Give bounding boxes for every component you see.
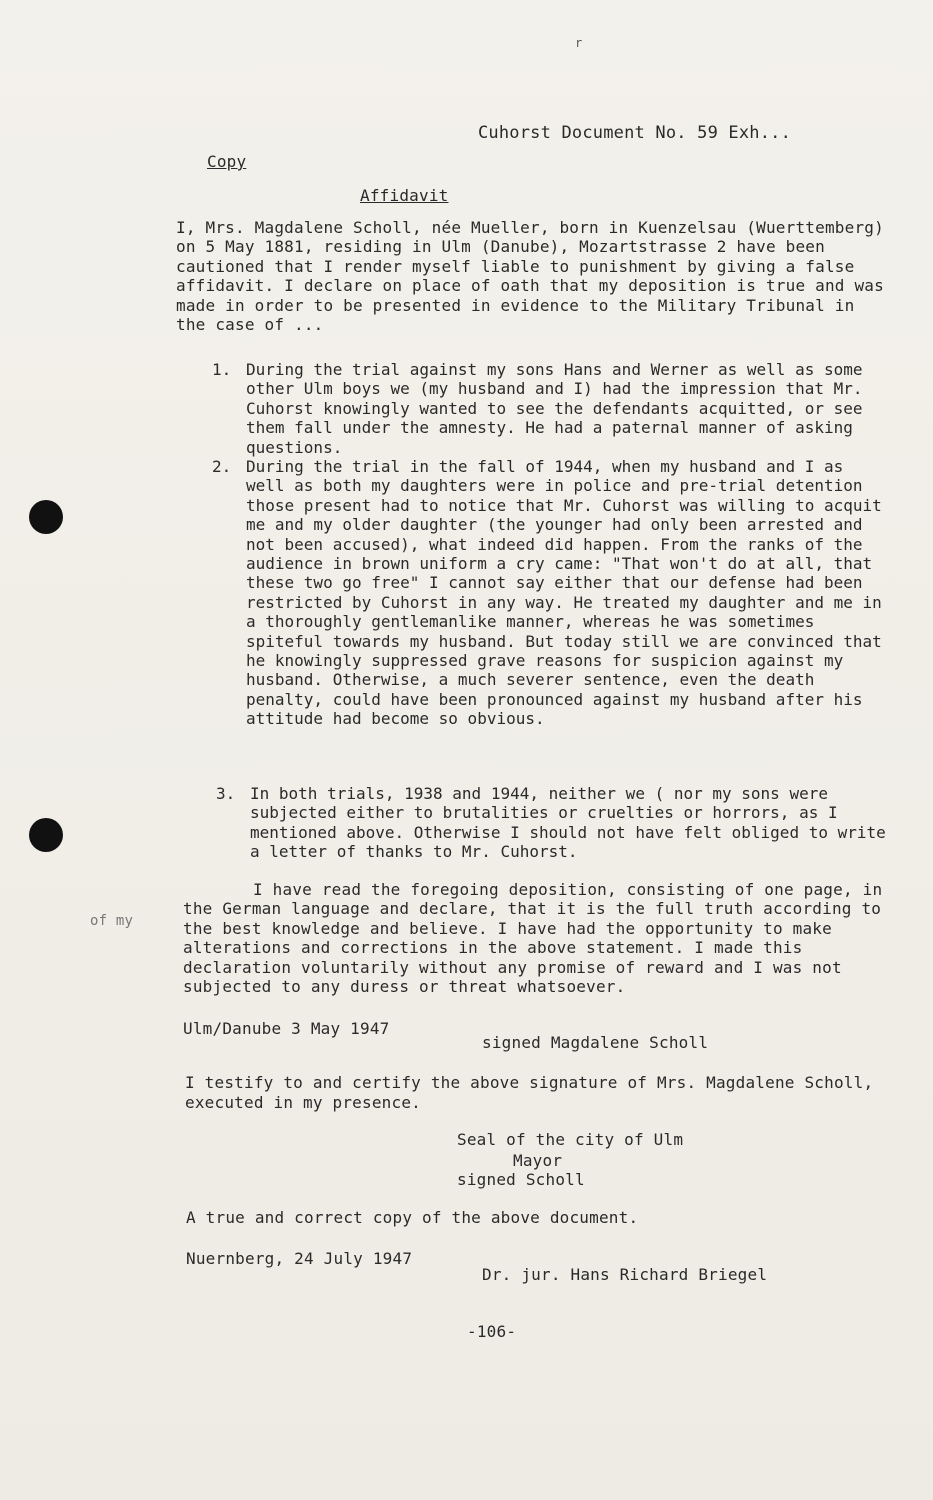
item-text: In both trials, 1938 and 1944, neither we ( nor my sons were subjected either to brutalities or cruelties or horrors, as I mentioned above. Otherwise I should not have felt obliged to write a letter of thanks to Mr. Cuhorst. xyxy=(250,784,886,862)
page-number: -106- xyxy=(467,1322,517,1341)
certification-date: Nuernberg, 24 July 1947 xyxy=(186,1249,413,1268)
list-item xyxy=(212,457,886,729)
punch-hole-top xyxy=(29,500,63,534)
closing-paragraph: I have read the foregoing deposition, consisting of one page, in the German language and declare, that it is the full truth according to the best knowledge and believe. I have had the opportunity to make alterations and corrections in the above statement. I made this declaration voluntarily without any promise of reward and I was not subjected to any duress or threat whatsoever. xyxy=(183,880,883,997)
list-item xyxy=(216,784,890,862)
document-number: Cuhorst Document No. 59 Exh... xyxy=(478,123,792,143)
item-number: 1. xyxy=(212,360,232,379)
intro-paragraph: I, Mrs. Magdalene Scholl, née Mueller, born in Kuenzelsau (Wuerttemberg) on 5 May 1881, residing in Ulm (Danube), Mozartstrasse 2 have been cautioned that I render myself liable to punishment by giving a false affidavit. I declare on place of oath that my deposition is true and was made in order to be presented in evidence to the Military Tribunal in the case of ... xyxy=(176,218,884,335)
list-item xyxy=(212,360,886,457)
item-number: 2. xyxy=(212,457,232,476)
certifier-name: Dr. jur. Hans Richard Briegel xyxy=(482,1265,768,1284)
item-number: 3. xyxy=(216,784,236,803)
place-date: Ulm/Danube 3 May 1947 xyxy=(183,1019,390,1038)
page-title: Affidavit xyxy=(360,186,449,205)
punch-hole-bottom xyxy=(29,818,63,852)
tick-mark: r xyxy=(575,36,583,50)
item-text: During the trial in the fall of 1944, when my husband and I as well as both my daughters were in police and pre-trial detention those present had to notice that Mr. Cuhorst was willing to acquit me and my older daughter (the younger had only been arrested and not been accused), what indeed did happen. From the ranks of the audience in brown uniform a cry came: "That won't do at all, that these two go free" I cannot say either that our defense had been restricted by Cuhorst in any way. He treated my daughter and me in a thoroughly gentlemanlike manner, whereas he was sometimes spiteful towards my husband. But today still we are convinced that he knowingly suppressed grave reasons for suspicion against my husband. Otherwise, a much severer sentence, even the death penalty, could have been pronounced against my husband after his attitude had become so obvious. xyxy=(246,457,882,729)
mayor-signature: signed Scholl xyxy=(457,1170,585,1189)
item-text: During the trial against my sons Hans and Werner as well as some other Ulm boys we (my husband and I) had the impression that Mr. Cuhorst knowingly wanted to see the defendants acquitted, or see them fall under the amnesty. He had a paternal manner of asking questions. xyxy=(246,360,863,457)
seal-line: Seal of the city of Ulm xyxy=(457,1130,684,1149)
mayor-line: Mayor xyxy=(513,1151,563,1170)
signature-line: signed Magdalene Scholl xyxy=(482,1033,709,1052)
testify-paragraph: I testify to and certify the above signature of Mrs. Magdalene Scholl, executed in my presence. xyxy=(185,1073,874,1112)
true-copy-statement: A true and correct copy of the above document. xyxy=(186,1208,639,1227)
copy-label: Copy xyxy=(207,152,247,171)
margin-note: of my xyxy=(90,913,134,929)
